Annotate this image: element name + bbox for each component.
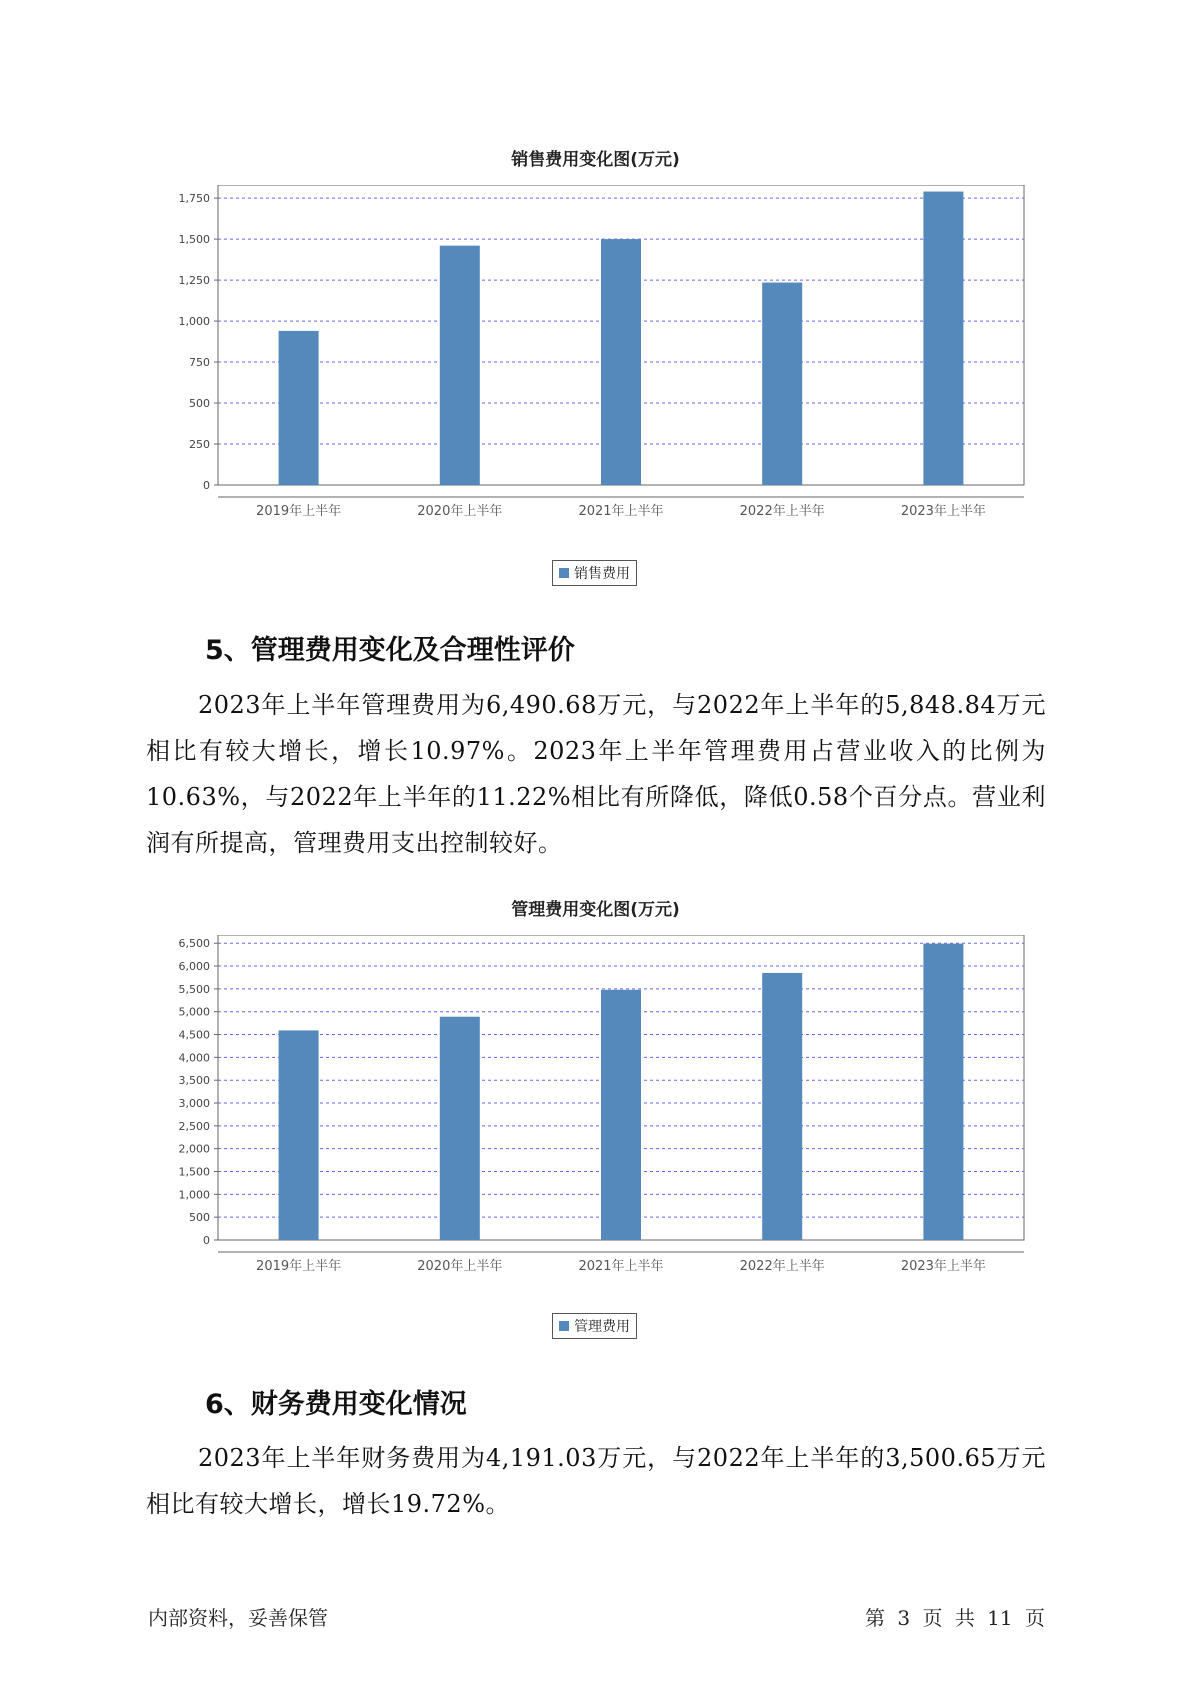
admin-chart-title: 管理费用变化图(万元) [511, 900, 680, 920]
y-tick-label: 6,500 [178, 937, 210, 951]
y-tick-label: 1,250 [178, 274, 210, 288]
footer-page-number: 第 3 页 共 11 页 [865, 1606, 1045, 1630]
sales-expense-chart [150, 185, 1030, 525]
bar [762, 973, 802, 1240]
y-tick-label: 4,000 [178, 1051, 210, 1065]
x-tick-label: 2020年上半年 [417, 1259, 503, 1274]
sales-chart-legend [552, 560, 637, 586]
y-tick-label: 3,500 [178, 1074, 210, 1088]
section-5-paragraph: 2023年上半年管理费用为6,490.68万元，与2022年上半年的5,848.84万元相比有较大增长，增长10.97%。2023年上半年管理费用占营业收入的比例为10.63%，与2022年上半年的11.22%相比有所降低，降低0.58个百分点。营业利润有所提高，管理费用支出控制较好。 [146, 691, 1046, 857]
bar [601, 239, 641, 485]
sales-chart-title: 销售费用变化图(万元) [511, 150, 680, 170]
x-tick-label: 2021年上半年 [578, 504, 664, 519]
x-tick-label: 2021年上半年 [578, 1259, 664, 1274]
legend-swatch [559, 568, 569, 578]
y-tick-label: 3,000 [178, 1097, 210, 1111]
x-tick-label: 2023年上半年 [900, 1259, 986, 1274]
bar [601, 990, 641, 1240]
footer-confidential-note: 内部资料，妥善保管 [148, 1606, 328, 1630]
bar [762, 283, 802, 485]
section-6-paragraph: 2023年上半年财务费用为4,191.03万元，与2022年上半年的3,500.65万元相比有较大增长，增长19.72%。 [146, 1444, 1046, 1518]
admin-expense-chart-svg [150, 935, 1030, 1280]
admin-expense-chart [150, 935, 1030, 1280]
y-tick-label: 500 [189, 1211, 210, 1225]
y-tick-label: 1,500 [178, 233, 210, 247]
bar [440, 246, 480, 485]
y-tick-label: 2,500 [178, 1119, 210, 1133]
legend-label: 销售费用 [574, 566, 630, 582]
y-tick-label: 250 [189, 438, 210, 452]
bar [923, 944, 963, 1240]
x-tick-label: 2019年上半年 [256, 504, 342, 519]
legend-swatch [559, 1321, 569, 1331]
bar [440, 1017, 480, 1240]
y-tick-label: 5,500 [178, 982, 210, 996]
sales-expense-chart-svg [150, 185, 1030, 525]
y-tick-label: 500 [189, 397, 210, 411]
section-6-heading: 6、财务费用变化情况 [205, 1389, 467, 1420]
y-tick-label: 1,500 [178, 1165, 210, 1179]
y-tick-label: 5,000 [178, 1005, 210, 1019]
x-tick-label: 2023年上半年 [900, 504, 986, 519]
admin-chart-legend [552, 1313, 637, 1339]
x-tick-label: 2020年上半年 [417, 504, 503, 519]
y-tick-label: 6,000 [178, 960, 210, 974]
y-tick-label: 1,000 [178, 315, 210, 329]
bar [279, 1030, 319, 1240]
y-tick-label: 2,000 [178, 1142, 210, 1156]
y-tick-label: 0 [203, 479, 210, 492]
x-tick-label: 2022年上半年 [739, 504, 825, 519]
y-tick-label: 4,500 [178, 1028, 210, 1042]
x-tick-label: 2022年上半年 [739, 1259, 825, 1274]
section-5-heading: 5、管理费用变化及合理性评价 [205, 635, 575, 666]
y-tick-label: 0 [203, 1234, 210, 1247]
bar [279, 331, 319, 485]
legend-label: 管理费用 [574, 1319, 630, 1335]
x-tick-label: 2019年上半年 [256, 1259, 342, 1274]
y-tick-label: 1,750 [178, 192, 210, 206]
bar [923, 192, 963, 485]
y-tick-label: 1,000 [178, 1188, 210, 1202]
y-tick-label: 750 [189, 356, 210, 370]
